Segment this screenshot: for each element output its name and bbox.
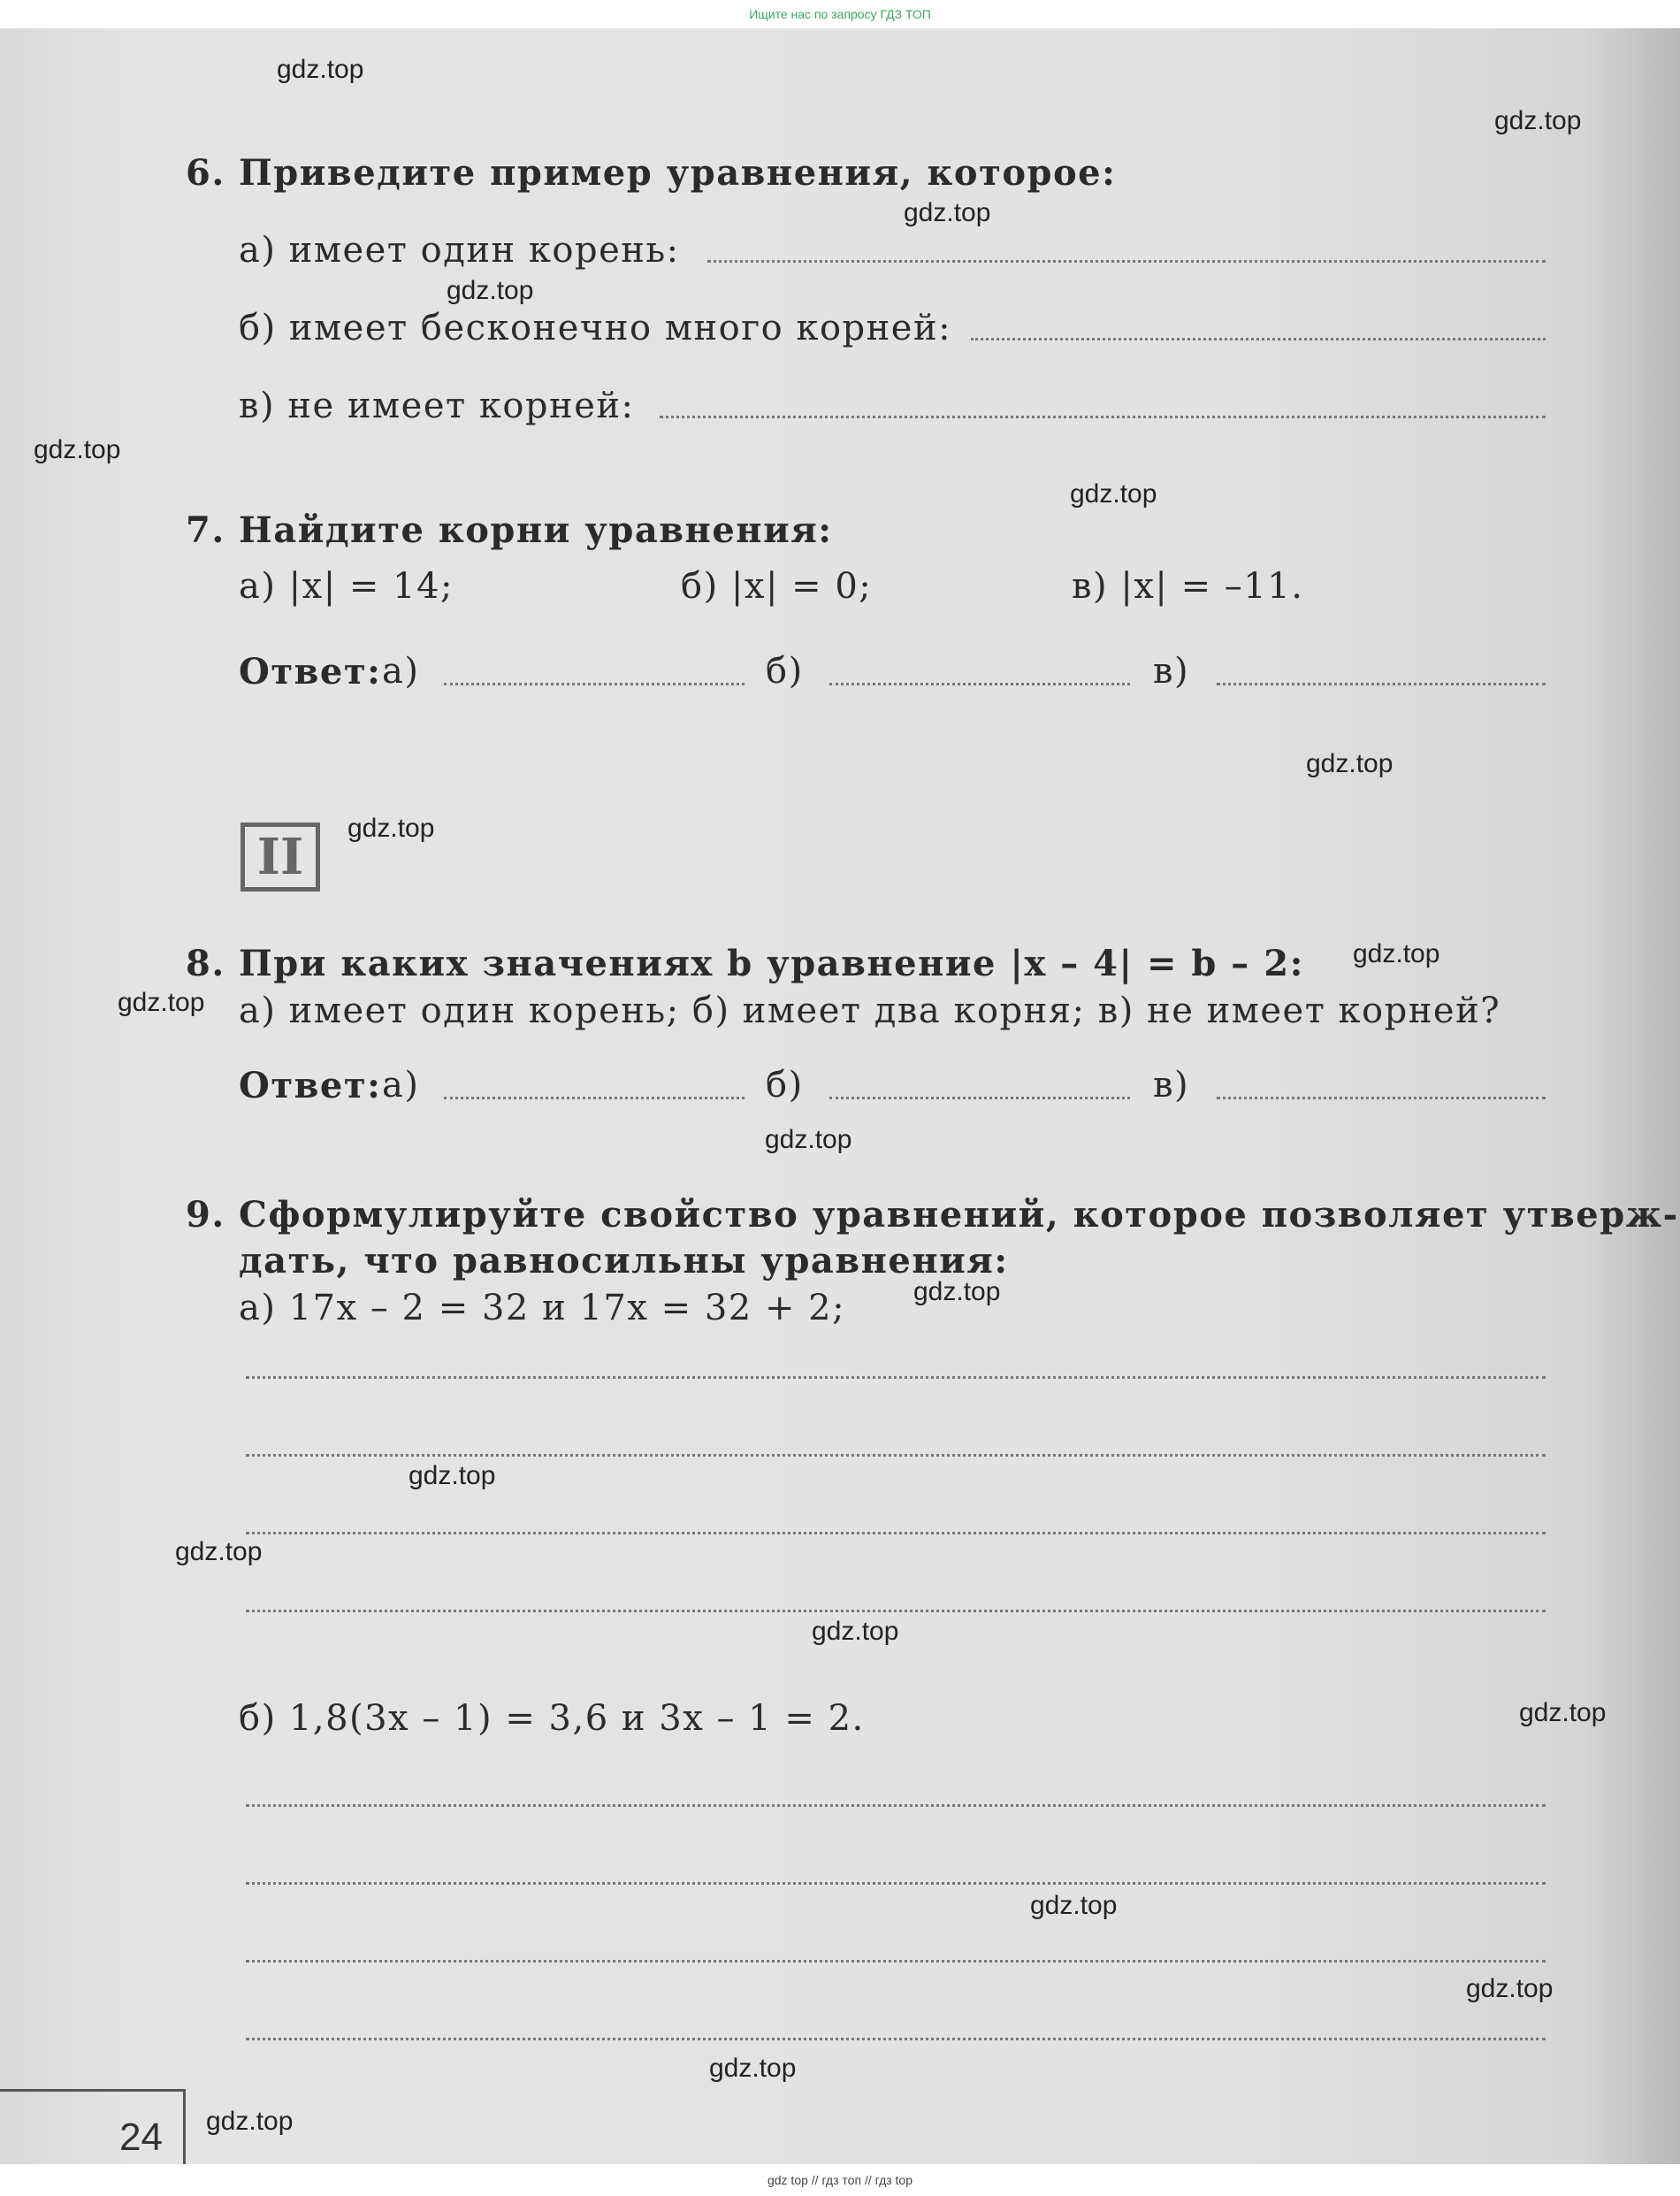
q6-b-label: б) имеет бесконечно много корней:: [239, 308, 952, 348]
q7-ans-b: б): [766, 651, 804, 692]
q9-a-line-2[interactable]: [246, 1454, 1546, 1457]
q9-b-line-2[interactable]: [246, 1882, 1546, 1885]
watermark: gdz.top: [277, 55, 364, 84]
q6-c-answer-line[interactable]: [660, 416, 1546, 418]
q7-text: Найдите корни уравнения:: [239, 509, 833, 551]
q7-answer-label: Ответ:: [239, 651, 382, 692]
page-number: 24: [119, 2116, 163, 2159]
watermark: gdz.top: [1519, 1698, 1607, 1727]
q6-text: Приведите пример уравнения, которое:: [239, 152, 1117, 194]
watermark: gdz.top: [347, 814, 435, 843]
watermark: gdz.top: [1494, 106, 1582, 135]
top-banner[interactable]: Ищите нас по запросу ГДЗ ТОП: [0, 0, 1680, 28]
q6-a-label: а) имеет один корень:: [239, 230, 680, 271]
q7-b: б) |x| = 0;: [681, 566, 873, 607]
q6-b-answer-line[interactable]: [971, 338, 1546, 340]
q6-a-answer-line[interactable]: [707, 260, 1546, 263]
watermark: gdz.top: [904, 198, 991, 227]
watermark: gdz.top: [34, 435, 121, 464]
q9-b-line-4[interactable]: [246, 2038, 1546, 2040]
q8-text: При каких значениях b уравнение |x – 4| = b – 2:: [239, 943, 1304, 984]
watermark: gdz.top: [1070, 479, 1157, 509]
q8-ans-c: в): [1153, 1065, 1190, 1106]
watermark: gdz.top: [812, 1617, 899, 1646]
watermark: gdz.top: [1030, 1891, 1118, 1920]
q8-options: а) имеет один корень; б) имеет два корня; в) не имеет корней?: [239, 991, 1501, 1031]
q6-number: 6.: [186, 152, 225, 194]
q9-b-line-1[interactable]: [246, 1804, 1546, 1807]
q7-c: в) |x| = –11.: [1072, 566, 1304, 607]
bottom-banner[interactable]: gdz top // гдз топ // гдз top: [0, 2164, 1680, 2196]
q9-a-line-4[interactable]: [246, 1610, 1546, 1612]
watermark: gdz.top: [447, 276, 534, 305]
q8-ans-b-line[interactable]: [829, 1097, 1130, 1099]
watermark: gdz.top: [913, 1277, 1001, 1306]
q9-b-line-3[interactable]: [246, 1960, 1546, 1963]
q8-ans-a: а): [382, 1065, 420, 1106]
watermark: gdz.top: [1466, 1974, 1554, 2003]
q6-c-label: в) не имеет корней:: [239, 386, 635, 426]
watermark: gdz.top: [709, 2054, 797, 2083]
q8-ans-c-line[interactable]: [1217, 1097, 1546, 1099]
q8-ans-b: б): [766, 1065, 804, 1106]
q7-ans-c-line[interactable]: [1217, 683, 1546, 685]
q7-ans-a-line[interactable]: [444, 683, 745, 685]
watermark: gdz.top: [765, 1125, 852, 1154]
watermark: gdz.top: [409, 1461, 496, 1490]
q9-a-line-1[interactable]: [246, 1376, 1546, 1379]
watermark: gdz.top: [118, 988, 205, 1017]
q9-number: 9.: [186, 1194, 225, 1236]
q9-line2: дать, что равносильны уравнения:: [239, 1240, 1009, 1282]
watermark: gdz.top: [175, 1537, 263, 1566]
q7-a: а) |x| = 14;: [239, 566, 454, 607]
q7-number: 7.: [186, 509, 225, 551]
workbook-page: [0, 28, 1680, 2164]
q8-answer-label: Ответ:: [239, 1065, 382, 1106]
q7-ans-b-line[interactable]: [829, 683, 1130, 685]
watermark: gdz.top: [1353, 939, 1440, 968]
section-marker: II: [241, 823, 320, 891]
q8-number: 8.: [186, 943, 225, 984]
watermark: gdz.top: [1306, 749, 1394, 778]
q9-a-line-3[interactable]: [246, 1532, 1546, 1534]
q9-line1: Сформулируйте свойство уравнений, которое позволяет утверж-: [239, 1194, 1679, 1236]
q8-ans-a-line[interactable]: [444, 1097, 745, 1099]
watermark: gdz.top: [206, 2107, 294, 2136]
q7-ans-c: в): [1153, 651, 1190, 692]
q9-a: а) 17x – 2 = 32 и 17x = 32 + 2;: [239, 1288, 846, 1328]
q9-b: б) 1,8(3x – 1) = 3,6 и 3x – 1 = 2.: [239, 1698, 865, 1739]
q7-ans-a: а): [382, 651, 420, 692]
